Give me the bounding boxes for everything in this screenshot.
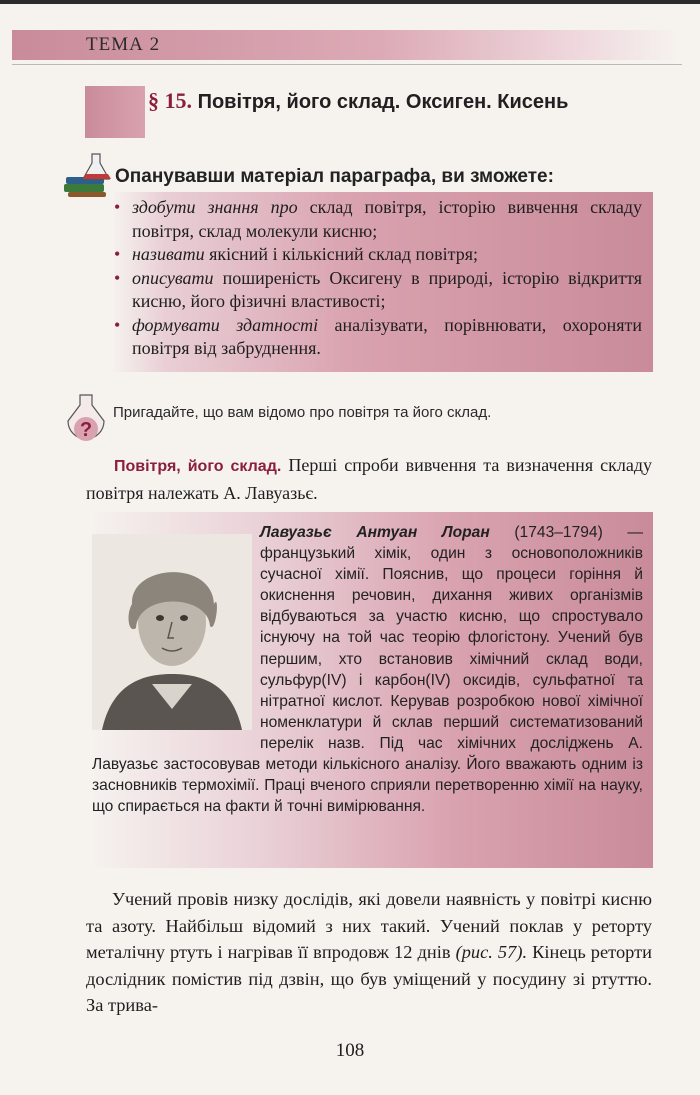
- body-paragraph: Учений провів низку дослідів, які довели наявність у повітрі кисню та азоту. Найбільш відомий з них такий. Учений поклав у реторту металічну ртуть і нагрівав її впродовж 12 днів (рис. 57). Кінець реторти дослідник помістив під дзвін, що був уміщений у посудину зі ртуттю. За трива-: [86, 889, 652, 1015]
- biography-text: Лавуазьє Антуан Лоран (1743–1794) — французький хімік, один з основоположників сучасної хімії. Пояснив, що процеси горіння й окиснення речовин, дихання живих організмів відбуваються за участю кисню, що спростувало існуючу на той час теорію флогістону. Учений був першим, хто встановив хімічний склад води, сульфур(IV) і карбон(IV) оксидів, сульфатної та нітратної кислот. Керував розробкою нової хімічної номенклатури й склав перший систематизований перелік назв. Під час хімічних досліджень А. Лавуазьє застосовував методи кількісного аналізу. Його вважають одним із засновників термохімії. Праці вченого сприяли перетворенню хімії на науку, що спирається на факти й точні вимірювання.: [92, 524, 644, 816]
- section-title: Повітря, його склад. Оксиген. Кисень: [197, 91, 569, 113]
- recall-prompt: Пригадайте, що вам відомо про повітря та його склад.: [113, 404, 492, 421]
- outcomes-list: [112, 196, 642, 361]
- section-marker-block: [85, 86, 145, 138]
- list-item: • описувати поширеність Оксигену в природі, історію відкриття кисню, його фізичні властивості;: [112, 267, 642, 314]
- section-heading: [148, 88, 668, 115]
- list-item: • називати якісний і кількісний склад повітря;: [112, 243, 642, 267]
- list-item: • здобути знання про склад повітря, історію вивчення складу повітря, склад молекули кисню;: [112, 196, 642, 243]
- scientist-name: Лавуазьє Антуан Лоран: [260, 524, 490, 541]
- header-divider: [12, 64, 682, 65]
- page-number: 108: [335, 1040, 365, 1061]
- question-flask-icon: [63, 392, 109, 444]
- outcomes-heading: Опанувавши матеріал параграфа, ви зможете:: [115, 166, 554, 187]
- flask-books-icon: [62, 150, 114, 198]
- svg-text:?: ?: [79, 419, 93, 441]
- intro-lead: Повітря, його склад.: [114, 458, 282, 475]
- topic-label: ТЕМА 2: [86, 34, 161, 55]
- section-number: § 15.: [148, 88, 192, 113]
- list-item: • формувати здатності аналізувати, порівнювати, охороняти повітря від забруднення.: [112, 314, 642, 361]
- intro-paragraph: Повітря, його склад. Перші спроби вивчення та визначення складу повітря належать А. Лавуазьє.: [86, 455, 652, 503]
- portrait-spacer: [92, 522, 260, 734]
- top-rule: [0, 0, 700, 4]
- figure-reference: (рис. 57).: [455, 942, 528, 962]
